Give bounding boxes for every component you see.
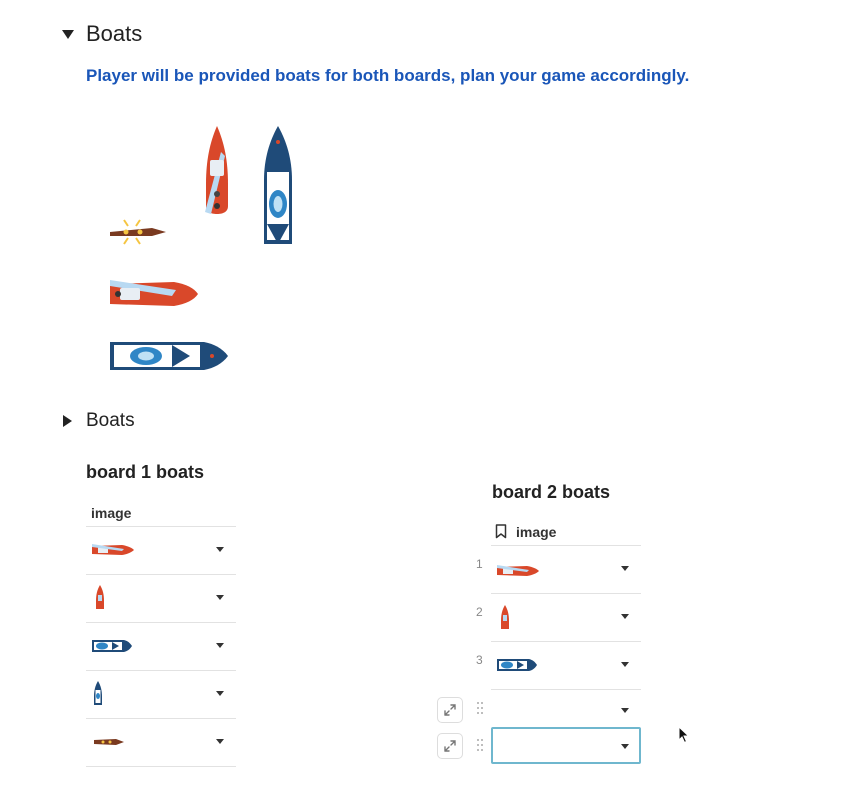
boats-gallery-image (100, 120, 300, 380)
table-row-selected[interactable] (491, 727, 641, 764)
small-red-boat-thumb (501, 605, 509, 631)
cursor-arrow-icon (678, 726, 690, 744)
tall-blue-boat-thumb (94, 681, 102, 707)
table-row[interactable] (491, 642, 641, 690)
drag-handle-icon[interactable] (477, 739, 483, 751)
chevron-down-icon[interactable] (216, 547, 224, 552)
row-number: 1 (476, 557, 483, 571)
table-row[interactable] (491, 546, 641, 594)
board-1-title: board 1 boats (86, 462, 205, 482)
red-speedboat-thumb (92, 543, 134, 557)
navy-yacht-horizontal (110, 342, 228, 370)
table-row-empty[interactable] (491, 690, 641, 729)
chevron-down-icon[interactable] (621, 566, 629, 571)
blue-yacht-thumb (92, 639, 132, 653)
row-number: 3 (476, 653, 483, 667)
chevron-down-icon[interactable] (621, 662, 629, 667)
table-row[interactable] (86, 623, 236, 671)
section-toggle-boats[interactable] (62, 22, 142, 46)
navy-yacht-vertical (264, 126, 292, 244)
triangle-down-icon[interactable] (62, 30, 74, 39)
section-title: Boats (86, 410, 135, 431)
expand-row-button[interactable] (437, 697, 463, 723)
section-toggle-boats-collapsed[interactable] (63, 410, 135, 432)
chevron-down-icon[interactable] (621, 614, 629, 619)
column-header-image: image (91, 505, 132, 521)
board-2-title: board 2 boats (492, 482, 611, 502)
table-row[interactable] (86, 527, 236, 575)
expand-arrows-icon (443, 703, 457, 717)
chevron-down-icon[interactable] (216, 595, 224, 600)
bookmark-icon (495, 524, 507, 539)
chevron-down-icon[interactable] (621, 708, 629, 713)
drag-handle-icon[interactable] (477, 702, 483, 714)
section-title: Boats (86, 21, 143, 46)
row-number: 2 (476, 605, 483, 619)
chevron-down-icon[interactable] (216, 691, 224, 696)
triangle-right-icon[interactable] (63, 415, 72, 427)
blue-yacht-thumb (497, 658, 537, 672)
red-speedboat-thumb (497, 564, 539, 578)
expand-row-button[interactable] (437, 733, 463, 759)
table-row[interactable] (86, 719, 236, 767)
rowboat-thumb (94, 735, 126, 749)
table-row[interactable] (491, 594, 641, 642)
chevron-down-icon[interactable] (621, 744, 629, 749)
chevron-down-icon[interactable] (216, 739, 224, 744)
red-speedboat-horizontal (110, 280, 198, 306)
expand-arrows-icon (443, 739, 457, 753)
rowboat-horizontal (110, 220, 166, 244)
table-row[interactable] (86, 671, 236, 719)
chevron-down-icon[interactable] (216, 643, 224, 648)
small-red-boat-thumb (96, 585, 104, 611)
table-row[interactable] (86, 575, 236, 623)
boats-notice: Player will be provided boats for both boards, plan your game accordingly. (86, 66, 690, 85)
red-speedboat-vertical (205, 126, 228, 214)
